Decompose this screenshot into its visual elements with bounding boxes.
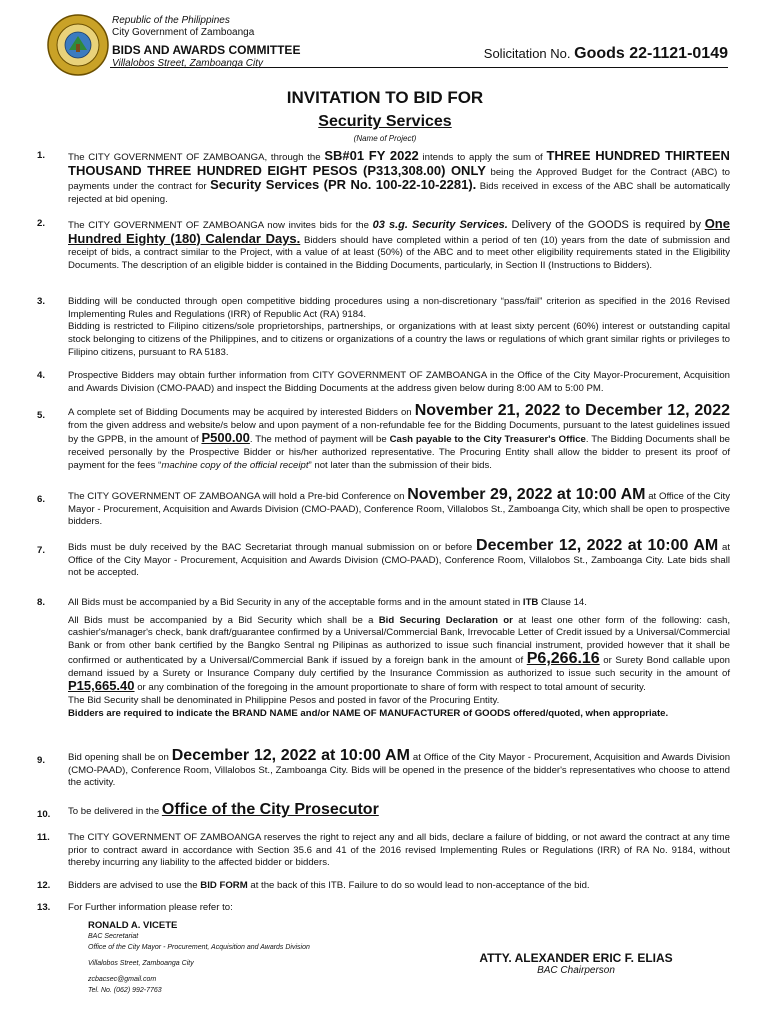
list-item-8 xyxy=(37,597,730,720)
solicitation-label: Solicitation No. xyxy=(483,46,571,61)
item-text: . The Bidding Documents shall be received personally by the Prospective Bidder or his/her authorized representative. The Procuring Entity shall allow the bidder to present its proof of payment for the fees “ xyxy=(68,434,731,471)
item-number: 4. xyxy=(37,370,46,381)
item-text: All Bids must be accompanied by a Bid Security in any of the acceptable forms and in the amount stated in xyxy=(68,597,521,608)
header-divider xyxy=(110,67,728,68)
item-text: All Bids must be accompanied by a Bid Security which shall be a xyxy=(68,614,374,626)
submission-deadline: December 12, 2022 at 10:00 AM xyxy=(476,537,719,554)
delivery-location: Office of the City Prosecutor xyxy=(161,801,379,818)
item-number: 13. xyxy=(37,902,51,913)
item-text: The CITY GOVERNMENT OF ZAMBOANGA now invites bids for the xyxy=(68,220,369,231)
project-note: (Name of Project) xyxy=(353,134,417,143)
item-text: at least one other form of the following: cash, cashier's/manager's check, bank draft/guarantee confirmed by a Universal/Commercial Bank, Irrevocable Letter of Credit issued by a Universal/Commercial Bank or from other bank certified by the Bangko Sentral ng Pilipinas as authorized to issue such financial instrument, provided however that it shall be confirmed or authenticated by a Universal/Commercial Bank if issued by a foreign bank in the amount of xyxy=(68,614,730,666)
pre-bid-date: November 29, 2022 at 10:00 AM xyxy=(407,486,646,503)
item-text: or Surety Bond callable upon demand issued by a Surety or Insurance Company duly certified by the Insurance Commission as authorized to issue such security in the amount of xyxy=(68,654,731,679)
item-number: 11. xyxy=(37,832,50,843)
bid-security-amount-surety: P15,665.40 xyxy=(68,678,135,694)
list-item-11 xyxy=(37,832,730,870)
delivery-period: One Hundred Eighty (180) Calendar Days. xyxy=(68,216,730,246)
item-text: ” not later than the submission of their bids. xyxy=(308,459,492,471)
item-text: machine copy of the official receipt xyxy=(161,459,309,471)
item-text: at Office of the City Mayor - Procurement, Acquisition and Awards Division (CMO-PAAD), Conference Room, Villalobos St., Zamboanga City. Late bids shall not be accepted. xyxy=(68,542,731,579)
item-number: 3. xyxy=(37,296,46,307)
item-text: at Office of the City Mayor - Procurement, Acquisition and Awards Division (CMO-PAAD), Conference Room, Villalobos St., Zamboanga City. Bids will be opened in the presence of the bidder's representatives who choose to attend the activity. xyxy=(68,752,731,789)
item-text: Bid opening shall be on xyxy=(68,752,169,763)
contact-email[interactable]: zcbacsec@gmail.com xyxy=(88,976,157,983)
contact-office: Office of the City Mayor - Procurement, Acquisition and Awards Division xyxy=(88,944,310,951)
item-text: Clause 14. xyxy=(541,597,587,608)
item-text: intends to apply the sum of xyxy=(422,152,543,163)
item-number: 5. xyxy=(37,410,46,421)
list-item-2 xyxy=(37,218,730,273)
item-text: Bids must be duly received by the BAC Secretariat through manual submission on or before xyxy=(68,542,473,553)
bid-opening-date: December 12, 2022 at 10:00 AM xyxy=(171,747,410,764)
item-number: 9. xyxy=(37,755,46,766)
bid-securing-declaration: Bid Securing Declaration or xyxy=(378,614,513,626)
document-title: INVITATION TO BID FOR xyxy=(286,88,484,107)
item-text: To be delivered in the xyxy=(68,806,160,817)
signatory-block xyxy=(476,951,676,976)
itb-ref: ITB xyxy=(522,597,539,608)
bac-heading: BIDS AND AWARDS COMMITTEE xyxy=(112,43,301,57)
item-text: A complete set of Bidding Documents may be acquired by interested Bidders on xyxy=(68,407,412,418)
item-number: 8. xyxy=(37,597,46,608)
item-number: 10. xyxy=(37,809,51,820)
bid-security-amount-cash: P6,266.16 xyxy=(526,649,600,667)
item-text: at Office of the City Mayor - Procurement, Acquisition and Awards Division (CMO-PAAD), Conference Room, Villalobos St., Zamboanga City, which shall be open to prospective bidders. xyxy=(68,491,730,528)
item-text: The CITY GOVERNMENT OF ZAMBOANGA reserves the right to reject any and all bids, declare a failure of bidding, or not award the contract at any time prior to contract award in accordance with Section 35.6 and 41 of the 2016 revised Implementing Rules or Regulations (IRR) of RA No. 9184, without thereby incurring any liability to the affected bidder or bidders. xyxy=(68,832,730,869)
brand-name-notice: Bidders are required to indicate the BRAND NAME and/or NAME OF MANUFACTURER of GOODS offered/quoted, when appropriate. xyxy=(68,707,669,719)
document-fee: P500.00 xyxy=(201,430,250,446)
list-item-1 xyxy=(37,150,730,207)
contact-role: BAC Secretariat xyxy=(88,933,139,940)
payment-method: Cash payable to the City Treasurer's Office xyxy=(389,434,586,446)
signatory-role: BAC Chairperson xyxy=(537,965,615,976)
list-item-5 xyxy=(37,402,731,473)
list-item-10 xyxy=(37,801,730,820)
item-number: 7. xyxy=(37,545,46,556)
item-text: The Bid Security shall be denominated in Philippine Pesos and posted in favor of the Procuring Entity. xyxy=(68,694,500,706)
list-item-4 xyxy=(37,370,730,395)
pr-number: Security Services (PR No. 100-22-10-2281). xyxy=(210,177,477,193)
contact-phone: Tel. No. (062) 992-7763 xyxy=(88,987,162,994)
republic-text: Republic of the Philippines xyxy=(112,15,230,26)
item-text: being the Approved Budget for the Contract (ABC) to payments under the contract for xyxy=(68,166,730,193)
city-seal-logo xyxy=(47,14,109,76)
solicitation-number xyxy=(484,45,728,63)
item-text: The CITY GOVERNMENT OF ZAMBOANGA will hold a Pre-bid Conference on xyxy=(68,491,405,502)
contact-street: Villalobos Street, Zamboanga City xyxy=(88,960,194,967)
item-number: 2. xyxy=(37,218,46,229)
header-block xyxy=(112,15,300,69)
item-text: Bidders are advised to use the xyxy=(68,880,198,891)
item-text: at the back of this ITB. Failure to do so would lead to non-acceptance of the bid. xyxy=(250,880,590,891)
item-number: 6. xyxy=(37,494,46,505)
item-text: from the given address and website/s below and upon payment of a non-refundable fee for the Bidding Documents, pursuant to the latest guidelines issued by the GPPB, in the amount of xyxy=(68,419,730,446)
item-text: Bids received in excess of the ABC shall be automatically rejected at bid opening. xyxy=(68,181,731,206)
address-text: Villalobos Street, Zamboanga City xyxy=(112,57,264,69)
item-text: or any combination of the foregoing in the amount proportionate to share of form with respect to total amount of security. xyxy=(137,682,646,694)
project-lot: 03 s.g. Security Services. xyxy=(372,219,508,231)
list-item-12 xyxy=(37,880,730,893)
item-text: For Further information please refer to: xyxy=(68,902,233,913)
item-text: Bidding will be conducted through open competitive bidding procedures using a non-discretionary “pass/fail” criterion as specified in the 2016 Revised Implementing Rules and Regulations (IRR) of Republic Act (RA) 9184. xyxy=(68,296,730,320)
contact-block xyxy=(88,920,310,996)
item-number: 1. xyxy=(37,150,46,161)
item-text: . The method of payment will be xyxy=(249,434,387,446)
abc-amount: THREE HUNDRED THIRTEEN THOUSAND THREE HUNDRED EIGHT PESOS (P313,308.00) ONLY xyxy=(68,148,730,178)
sb-number: SB#01 FY 2022 xyxy=(324,148,419,163)
item-text: The CITY GOVERNMENT OF ZAMBOANGA, through the xyxy=(68,152,321,163)
item-text: Bidders should have completed within a period of ten (10) years from the date of submission and receipt of bids, a contract similar to the Project, with a value of at least (50%) of the ABC and to meet other eligibility requirements stated in the Eligibility Documents. The description of an eligible bidder is contained in the Bidding Documents, particularly, in Section II (Instructions to Bidders). xyxy=(68,234,731,272)
item-text: Bidding is restricted to Filipino citizens/sole proprietorships, partnerships, or organizations with at least sixty percent (60%) interest or outstanding capital stock belonging to citizens of the Philippines, and to citizens or organizations of a country the laws or regulations of which grant similar rights or privileges to Filipino citizens, pursuant to RA 5183. xyxy=(68,321,730,358)
bid-form-ref: BID FORM xyxy=(200,880,248,891)
contact-name: RONALD A. VICETE xyxy=(88,920,178,931)
list-item-6 xyxy=(37,486,730,529)
list-item-13 xyxy=(37,902,730,915)
item-text: Delivery of the GOODS is required by xyxy=(511,219,701,231)
document-availability-dates: November 21, 2022 to December 12, 2022 xyxy=(414,402,730,419)
item-text: Prospective Bidders may obtain further information from CITY GOVERNMENT OF ZAMBOANGA in the Office of the City Mayor-Procurement, Acquisition and Awards Division (CMO-PAAD) and inspect the Bidding Documents at the address given below during 8:00 AM to 5:00 PM. xyxy=(68,370,730,394)
list-item-3 xyxy=(37,296,730,360)
signatory-name: ATTY. ALEXANDER ERIC F. ELIAS xyxy=(479,951,673,965)
project-name: Security Services xyxy=(318,113,452,130)
solicitation-value: Goods 22-1121-0149 xyxy=(574,45,728,62)
item-number: 12. xyxy=(37,880,51,891)
list-item-9 xyxy=(37,747,731,790)
city-government-text: City Government of Zamboanga xyxy=(112,26,255,38)
list-item-7 xyxy=(37,537,731,580)
